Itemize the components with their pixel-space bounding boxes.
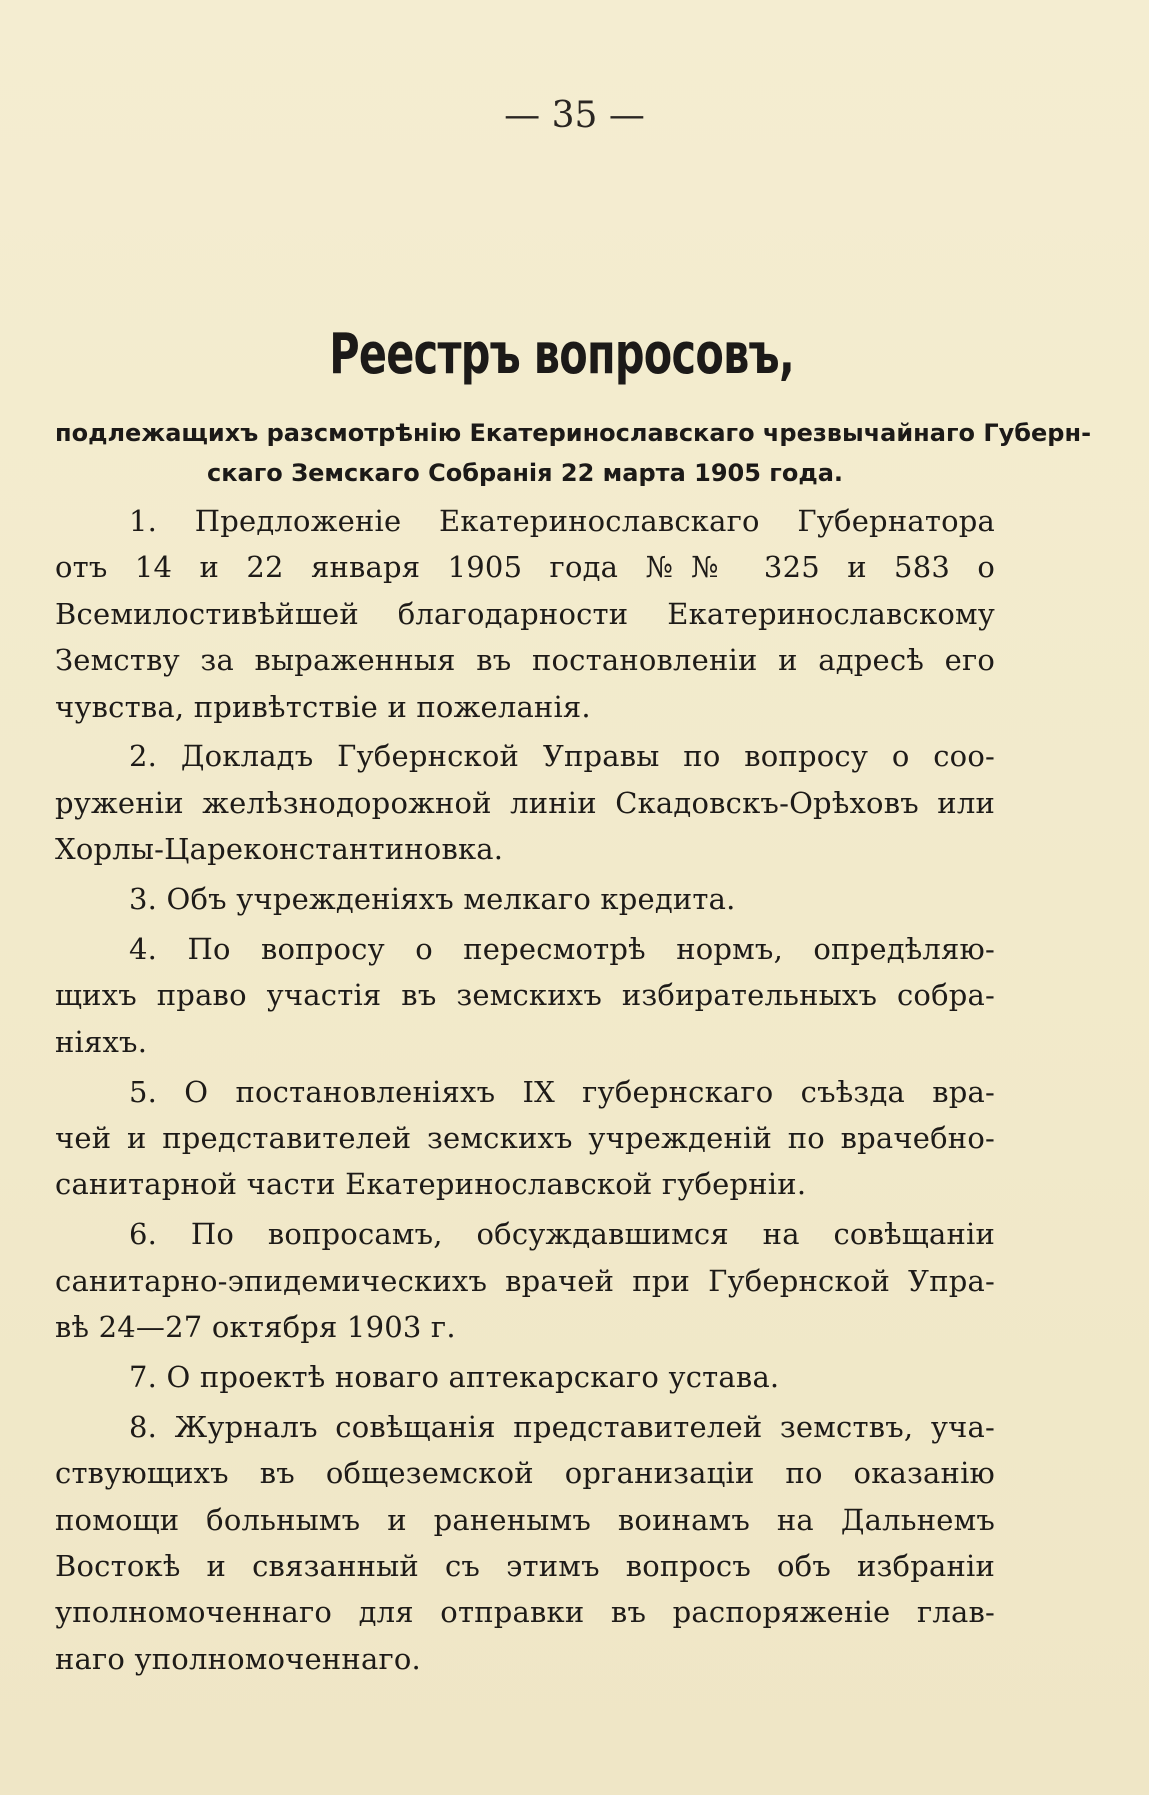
subtitle-line: скаго Земскаго Собранія 22 марта 1905 года. xyxy=(206,459,844,487)
text-line: уполномоченнаго для отправки въ распоряженіе глав- xyxy=(55,1595,995,1630)
page-number: — 35 — xyxy=(504,95,645,136)
text-line: Востокѣ и связанный съ этимъ вопросъ объ избраніи xyxy=(55,1549,995,1584)
text-line: Всемилостивѣйшей благодарности Екатеринославскому xyxy=(55,596,995,631)
item-list xyxy=(55,498,995,1682)
text-line: 2. Докладъ Губернской Управы по вопросу о соо- xyxy=(129,739,995,774)
text-line: щихъ право участія въ земскихъ избирательныхъ собра- xyxy=(55,978,995,1013)
text-line: ствующихъ въ общеземской организаціи по оказанію xyxy=(55,1456,995,1491)
text-line: руженіи желѣзнодорожной линіи Скадовскъ-Орѣховъ или xyxy=(55,785,995,820)
text-line: чей и представителей земскихъ учрежденій по врачебно- xyxy=(55,1121,995,1156)
text-line: санитарной части Екатеринославской губерніи. xyxy=(55,1167,807,1202)
text-line: ніяхъ. xyxy=(55,1024,148,1059)
text-line: вѣ 24—27 октября 1903 г. xyxy=(55,1310,456,1345)
text-line: чувства, привѣтствіе и пожеланія. xyxy=(55,689,591,724)
list-item-6 xyxy=(55,1211,995,1350)
list-item-4 xyxy=(55,926,995,1065)
list-item-1 xyxy=(55,498,995,730)
list-item-7 xyxy=(55,1354,995,1400)
text-line: 1. Предложеніе Екатеринославскаго Губернатора xyxy=(129,504,995,538)
text-line: санитарно-эпидемическихъ врачей при Губернской Упра- xyxy=(55,1263,995,1298)
text-line: наго уполномоченнаго. xyxy=(55,1641,421,1676)
list-item-5 xyxy=(55,1069,995,1208)
page-title: Реестръ вопросовъ, xyxy=(329,322,794,387)
list-item-8 xyxy=(55,1404,995,1682)
list-item-3 xyxy=(55,876,995,922)
text-line: 6. По вопросамъ, обсуждавшимся на совѣщаніи xyxy=(129,1217,995,1252)
text-line: 4. По вопросу о пересмотрѣ нормъ, опредѣляю- xyxy=(129,932,995,967)
text-line: помощи больнымъ и раненымъ воинамъ на Дальнемъ xyxy=(55,1502,995,1537)
text-line: 3. Объ учрежденіяхъ мелкаго кредита. xyxy=(129,882,736,917)
text-line: отъ 14 и 22 января 1905 года №№ 325 и 583 о xyxy=(55,550,995,585)
list-item-2 xyxy=(55,733,995,872)
text-line: Земству за выраженныя въ постановленіи и адресѣ его xyxy=(55,643,995,678)
subtitle xyxy=(55,413,1092,493)
text-line: 7. О проектѣ новаго аптекарскаго устава. xyxy=(129,1360,780,1395)
text-line: 8. Журналъ совѣщанія представителей земствъ, уча- xyxy=(129,1409,995,1444)
text-line: 5. О постановленіяхъ IX губернскаго съѣзда вра- xyxy=(129,1074,995,1109)
subtitle-line: подлежащихъ разсмотрѣнію Екатеринославскаго чрезвычайнаго Губерн- xyxy=(55,419,1092,447)
text-line: Хорлы-Цареконстантиновка. xyxy=(55,832,504,867)
